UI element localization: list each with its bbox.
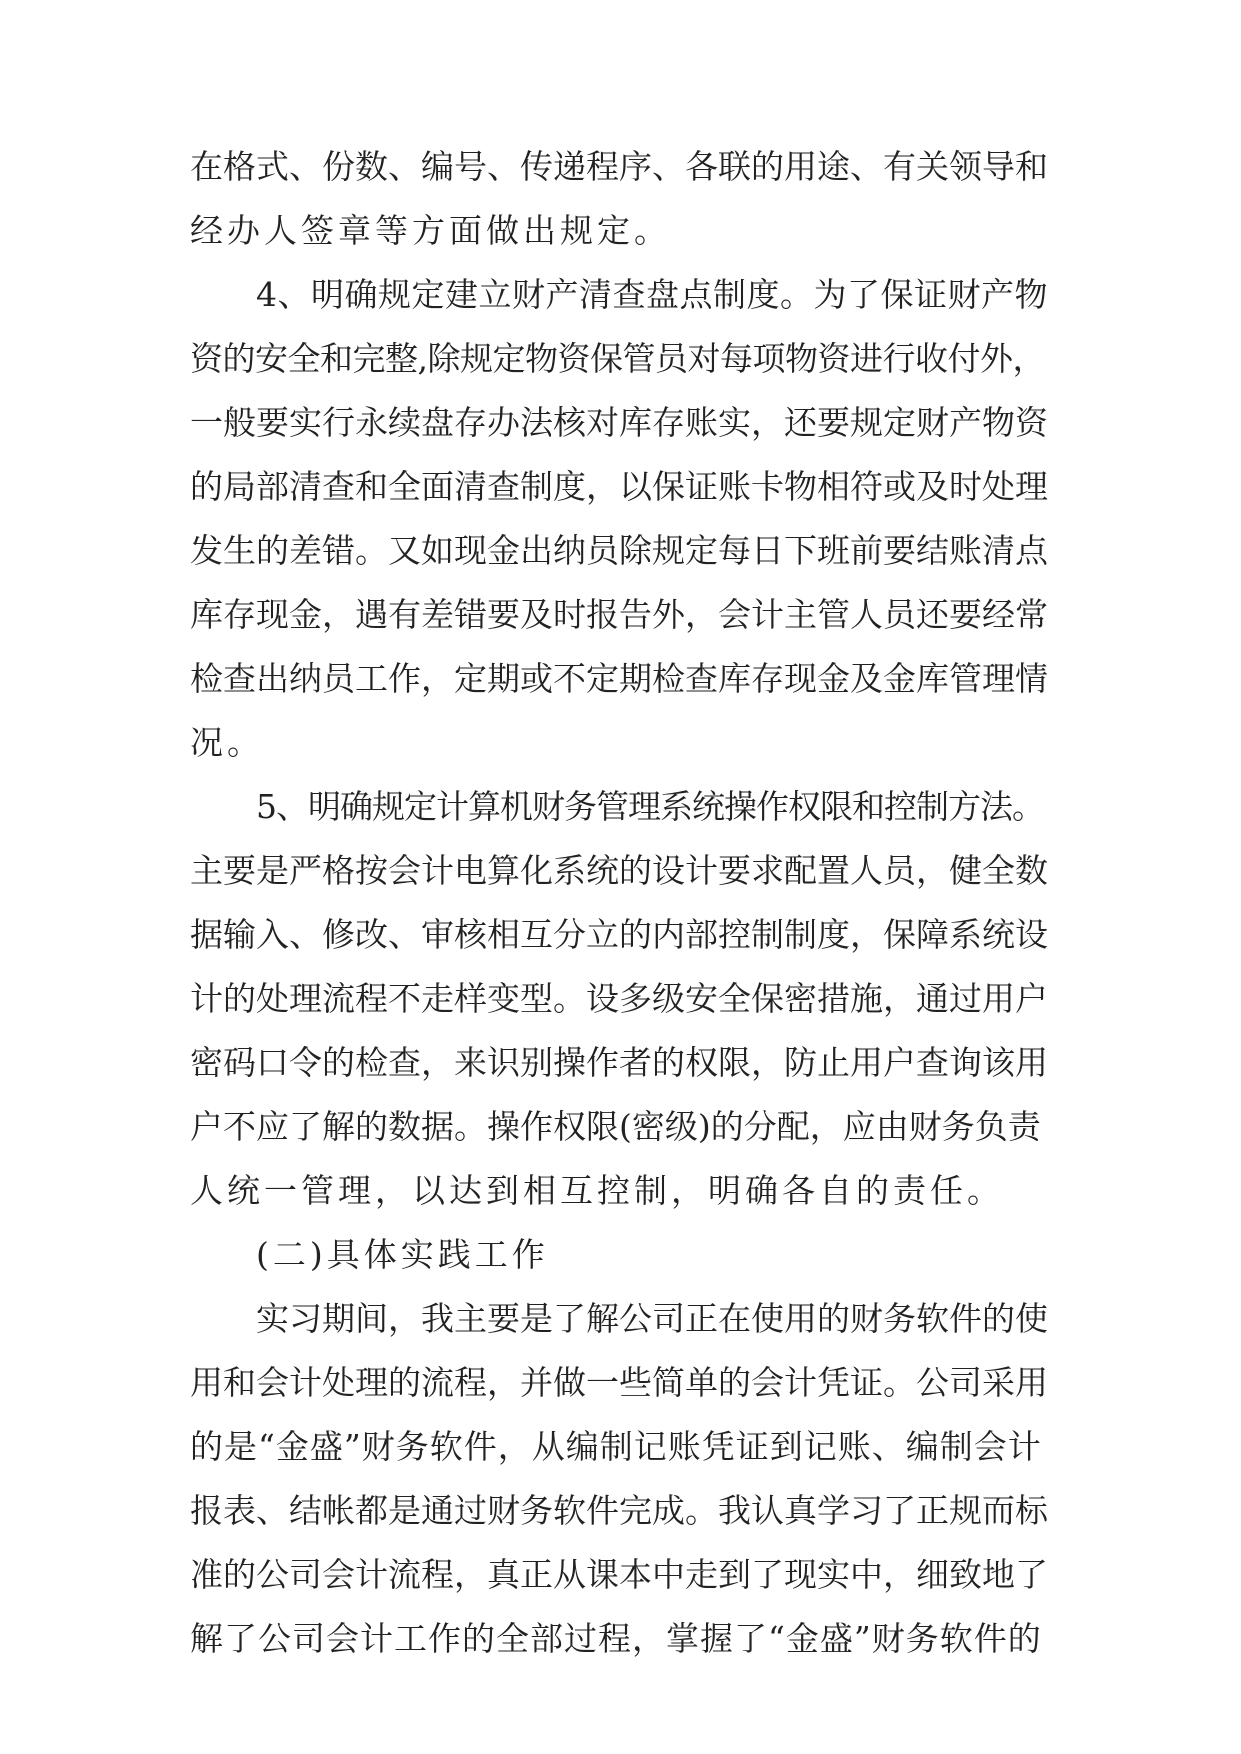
- text-line: 库存现金，遇有差错要及时报告外，会计主管人员还要经常: [190, 595, 1048, 634]
- text-line: 发生的差错。又如现金出纳员除规定每日下班前要结账清点: [190, 531, 1048, 570]
- text-line: 的是“金盛”财务软件，从编制记账凭证到记账、编制会计: [190, 1427, 1042, 1466]
- text-line: 资的安全和完整,除规定物资保管员对每项物资进行收付外，: [190, 339, 1045, 378]
- text-line: 户不应了解的数据。操作权限(密级)的分配，应由财务负责: [190, 1107, 1041, 1146]
- text-line: 计的处理流程不走样变型。设多级安全保密措施，通过用户: [190, 979, 1048, 1018]
- text-line: 检查出纳员工作，定期或不定期检查库存现金及金库管理情: [190, 659, 1048, 698]
- text-line: 据输入、修改、审核相互分立的内部控制制度，保障系统设: [190, 915, 1048, 954]
- text-line: 密码口令的检查，来识别操作者的权限，防止用户查询该用: [190, 1043, 1048, 1082]
- text-line: 在格式、份数、编号、传递程序、各联的用途、有关领导和: [190, 147, 1048, 186]
- text-line: 4、明确规定建立财产清查盘点制度。为了保证财产物: [256, 275, 1048, 314]
- text-line: 经办人签章等方面做出规定。: [190, 211, 671, 250]
- text-line: 准的公司会计流程，真正从课本中走到了现实中，细致地了: [190, 1555, 1048, 1594]
- text-line: 一般要实行永续盘存办法核对库存账实，还要规定财产物资: [190, 403, 1048, 442]
- text-line: 况。: [190, 723, 264, 762]
- text-line: 人统一管理，以达到相互控制，明确各自的责任。: [190, 1171, 1004, 1210]
- text-line: 解了公司会计工作的全部过程，掌握了“金盛”财务软件的: [190, 1619, 1042, 1658]
- text-line: 的局部清查和全面清查制度，以保证账卡物相符或及时处理: [190, 467, 1048, 506]
- text-line: 5、明确规定计算机财务管理系统操作权限和控制方法。: [256, 787, 1044, 826]
- text-line: 报表、结帐都是通过财务软件完成。我认真学习了正规而标: [190, 1491, 1048, 1530]
- text-line: 实习期间，我主要是了解公司正在使用的财务软件的使: [256, 1299, 1048, 1338]
- text-line: 主要是严格按会计电算化系统的设计要求配置人员，健全数: [190, 851, 1048, 890]
- text-line: 用和会计处理的流程，并做一些简单的会计凭证。公司采用: [190, 1363, 1048, 1402]
- section-heading: (二)具体实践工作: [256, 1235, 549, 1274]
